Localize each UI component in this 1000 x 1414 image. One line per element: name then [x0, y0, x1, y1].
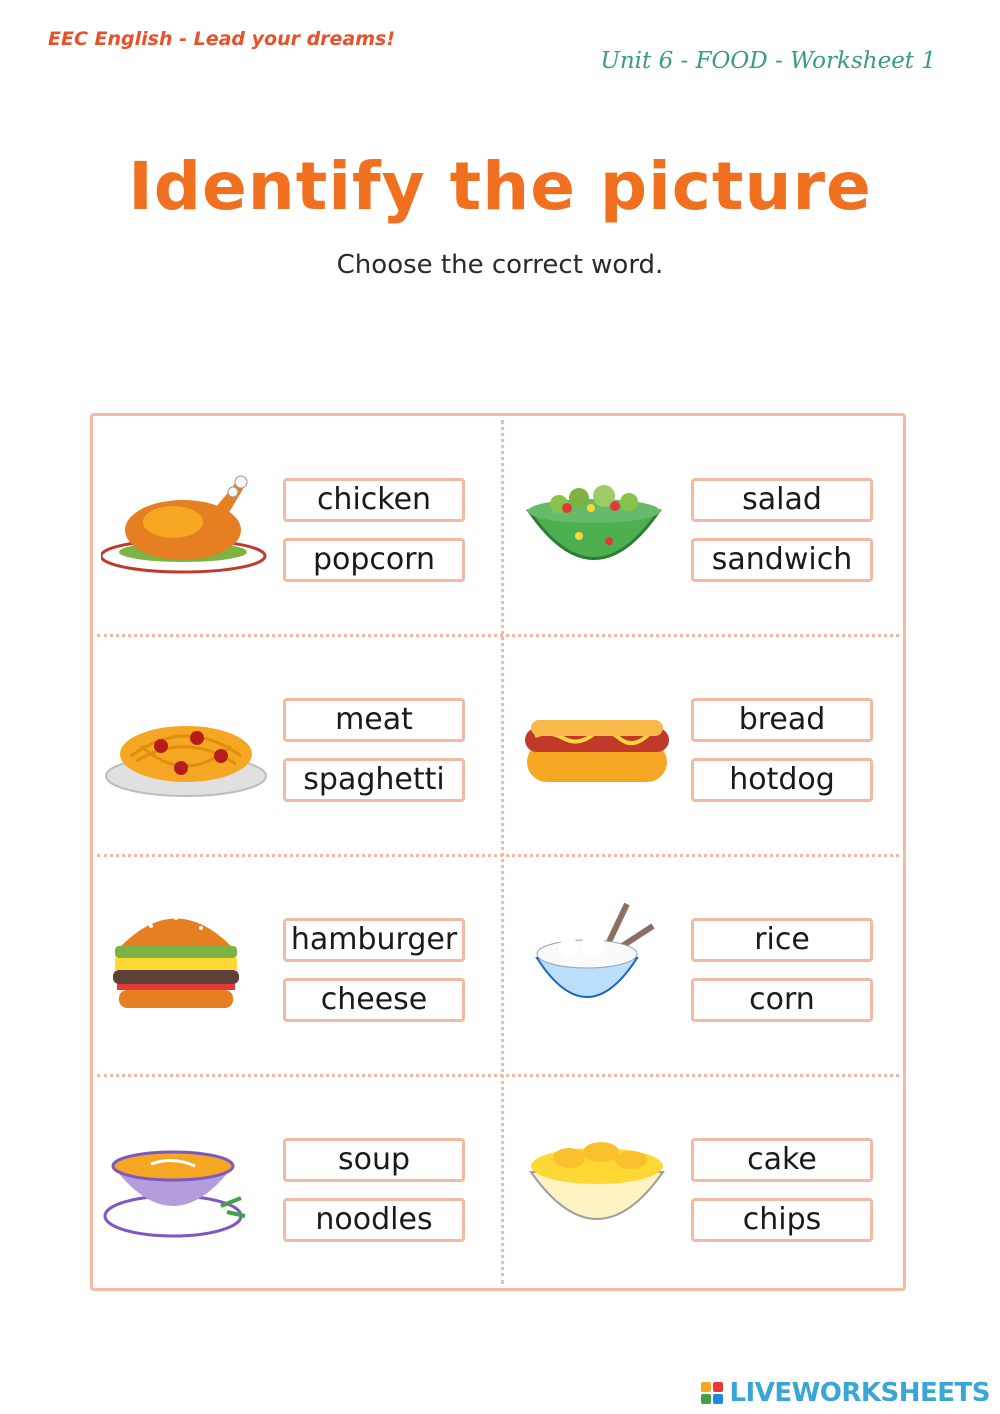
option-sandwich[interactable]: sandwich	[691, 538, 873, 582]
liveworksheets-wordmark: LIVEWORKSHEETS	[729, 1378, 990, 1408]
soup-bowl-picture	[101, 1116, 271, 1246]
brand-tagline: EEC English - Lead your dreams!	[48, 28, 396, 50]
exercise-item-hotdog	[501, 636, 906, 854]
option-hamburger[interactable]: hamburger	[283, 918, 465, 962]
hotdog-picture	[509, 676, 679, 806]
option-chips[interactable]: chips	[691, 1198, 873, 1242]
exercise-item-rice	[501, 856, 906, 1074]
option-rice[interactable]: rice	[691, 918, 873, 962]
option-cake[interactable]: cake	[691, 1138, 873, 1182]
exercise-item-salad	[501, 416, 906, 634]
liveworksheets-logo-icon	[701, 1382, 723, 1404]
exercise-item-chips	[501, 1076, 906, 1294]
option-chicken[interactable]: chicken	[283, 478, 465, 522]
option-meat[interactable]: meat	[283, 698, 465, 742]
salad-bowl-picture	[509, 456, 679, 586]
exercise-item-chicken	[93, 416, 498, 634]
hamburger-picture	[101, 896, 271, 1026]
instructions: Choose the correct word.	[336, 250, 664, 280]
option-spaghetti[interactable]: spaghetti	[283, 758, 465, 802]
option-soup[interactable]: soup	[283, 1138, 465, 1182]
exercise-item-hamburger	[93, 856, 498, 1074]
option-corn[interactable]: corn	[691, 978, 873, 1022]
roast-chicken-picture	[101, 456, 271, 586]
chips-bowl-picture	[509, 1116, 679, 1246]
unit-label: Unit 6 - FOOD - Worksheet 1	[600, 48, 936, 74]
option-hotdog[interactable]: hotdog	[691, 758, 873, 802]
option-bread[interactable]: bread	[691, 698, 873, 742]
spaghetti-plate-picture	[101, 676, 271, 806]
option-cheese[interactable]: cheese	[283, 978, 465, 1022]
rice-bowl-picture	[509, 896, 679, 1026]
liveworksheets-logo	[701, 1378, 990, 1408]
exercise-item-spaghetti	[93, 636, 498, 854]
exercise-item-soup	[93, 1076, 498, 1294]
option-popcorn[interactable]: popcorn	[283, 538, 465, 582]
exercise-grid	[90, 413, 906, 1291]
page-title: Identify the picture	[128, 148, 872, 225]
option-noodles[interactable]: noodles	[283, 1198, 465, 1242]
option-salad[interactable]: salad	[691, 478, 873, 522]
